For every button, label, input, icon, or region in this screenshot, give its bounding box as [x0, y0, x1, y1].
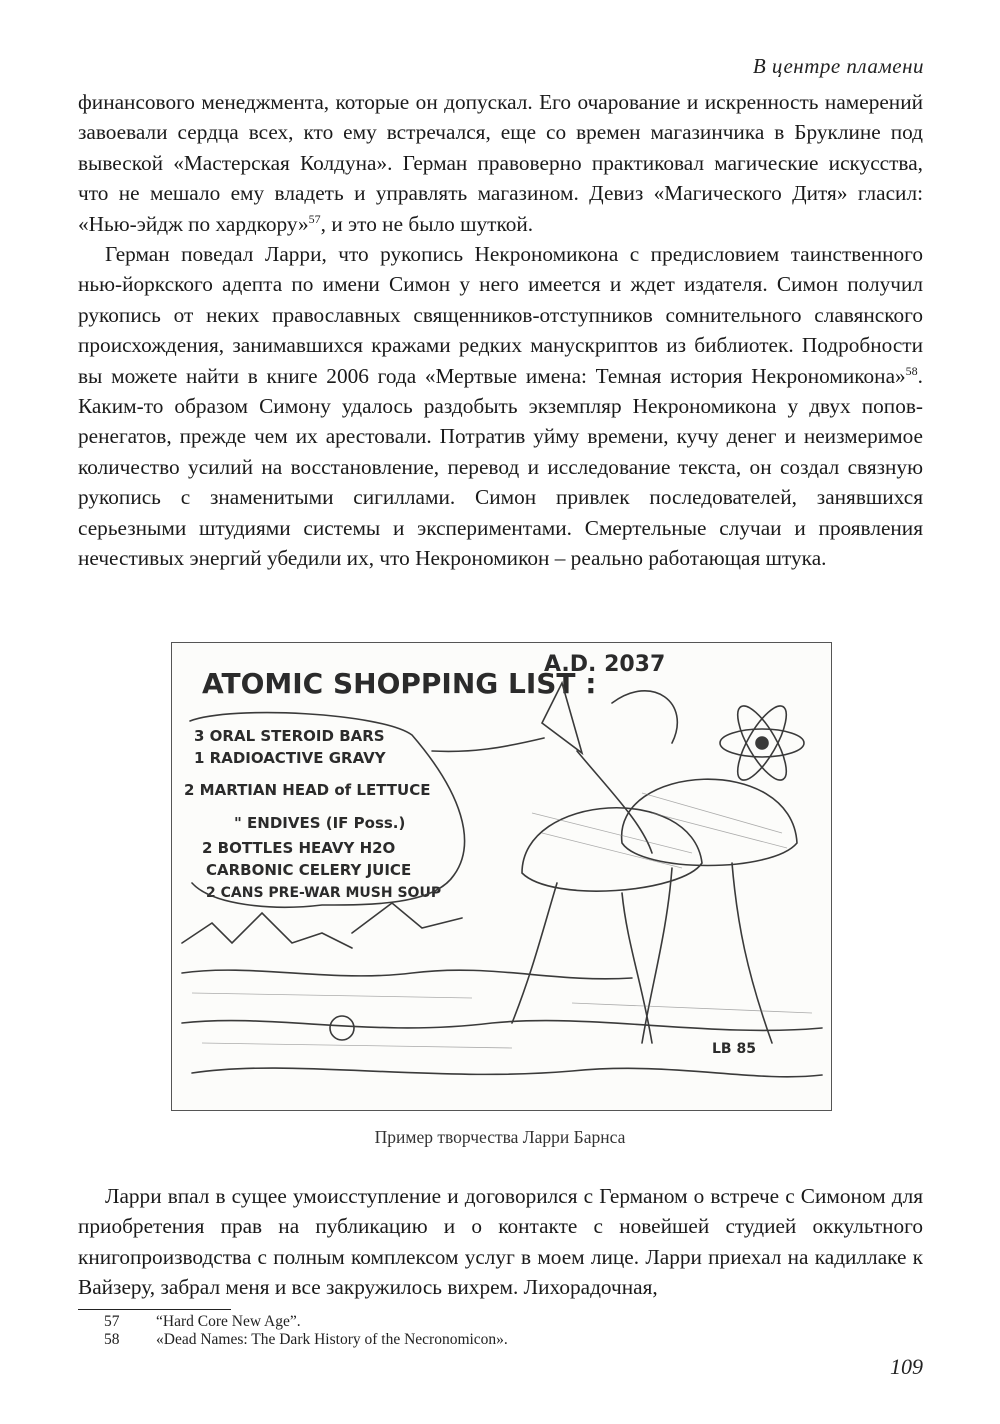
sketch-title: ATOMIC SHOPPING LIST :: [202, 667, 597, 700]
sketch-list-item: " ENDIVES (IF Poss.): [234, 814, 406, 832]
paragraph-text: , и это не было шуткой.: [320, 211, 534, 236]
footnote-ref[interactable]: 57: [308, 211, 321, 226]
footnotes: [104, 1313, 508, 1349]
footnote-text: “Hard Core New Age”.: [156, 1313, 301, 1330]
paragraph-text: Герман поведал Ларри, что рукопись Некрономикона с предисловием таинственного нью-йоркского адепта по имени Симон у него имеется и ждет издателя. Симон получил рукопись от неких православных священников-отступников сомнительного славянского происхождения, занимавшихся кражами редких манускриптов из библиотек. Подробности вы можете найти в книге 2006 года «Мертвые имена: Темная история Некрономикона»: [78, 242, 923, 388]
paragraph: [78, 239, 923, 573]
footnote-item: [104, 1313, 508, 1331]
sketch-list-item: 2 CANS PRE-WAR MUSH SOUP: [206, 885, 442, 901]
sketch-illustration: [171, 642, 832, 1111]
text-block-bottom: [78, 1181, 923, 1303]
mushroom-creature: [522, 808, 702, 891]
footnote-number: 58: [104, 1331, 120, 1348]
running-title: В центре пламени: [752, 54, 924, 78]
paragraph-text: финансового менеджмента, которые он допускал. Его очарование и искренность намерений завоевали сердца всех, кто ему встречался, еще со времен магазинчика в Бруклине под вывеской «Мастерская Колдуна». Герман правоверно практиковал магические искусства, что не мешало ему владеть и управлять магазином. Девиз «Магического Дитя» гласил: «Нью-эйдж по хардкору»: [78, 90, 923, 236]
sketch-date: A.D. 2037: [544, 652, 666, 677]
footnote-text: «Dead Names: The Dark History of the Necronomicon».: [156, 1331, 508, 1348]
mushroom-creature: [622, 779, 797, 865]
sketch-drawing: [172, 643, 831, 1110]
footnote-divider: [78, 1309, 231, 1310]
figure-caption: Пример творчества Ларри Барнса: [374, 1127, 626, 1147]
sketch-list-item: 2 BOTTLES HEAVY H2O: [202, 839, 396, 857]
sketch-list-item: 1 RADIOACTIVE GRAVY: [194, 749, 386, 767]
page-number: 109: [890, 1354, 923, 1379]
text-block-top: [78, 87, 923, 574]
sketch-list-item: 2 MARTIAN HEAD of LETTUCE: [184, 781, 431, 799]
footnote-number: 57: [104, 1313, 120, 1330]
sketch-list-item: 3 ORAL STEROID BARS: [194, 727, 385, 745]
footnote-item: [104, 1331, 508, 1349]
footnote-ref[interactable]: 58: [905, 363, 918, 378]
paragraph: Ларри впал в сущее умоисступление и договорился с Германом о встрече с Симоном для приобретения прав на публикацию и о контакте с новейшей студией оккультного книгопроизводства с полным комплексом услуг в моем лице. Ларри приехал на кадиллаке к Вайзеру, забрал меня и все закружилось вихрем. Лихорадочная,: [78, 1184, 923, 1300]
sketch-signature: LB 85: [712, 1041, 756, 1057]
paragraph: [78, 87, 923, 239]
mountains: [182, 913, 352, 948]
sketch-list-item: CARBONIC CELERY JUICE: [206, 861, 412, 879]
paragraph-text: . Каким-то образом Симону удалось раздобыть экземпляр Некрономикона у двух попов-ренегатов, прежде чем их арестовали. Потратив уйму времени, кучу денег и неизмеримое количество усилий на восстановление, перевод и исследование текста, он создал связную рукопись с знаменитыми сигиллами. Симон привлек последователей, занявшихся серьезными штудиями системы и экспериментами. Смертельные случаи и проявления нечестивых энергий убедили их, что Некрономикон – реально работающая штука.: [78, 363, 923, 571]
